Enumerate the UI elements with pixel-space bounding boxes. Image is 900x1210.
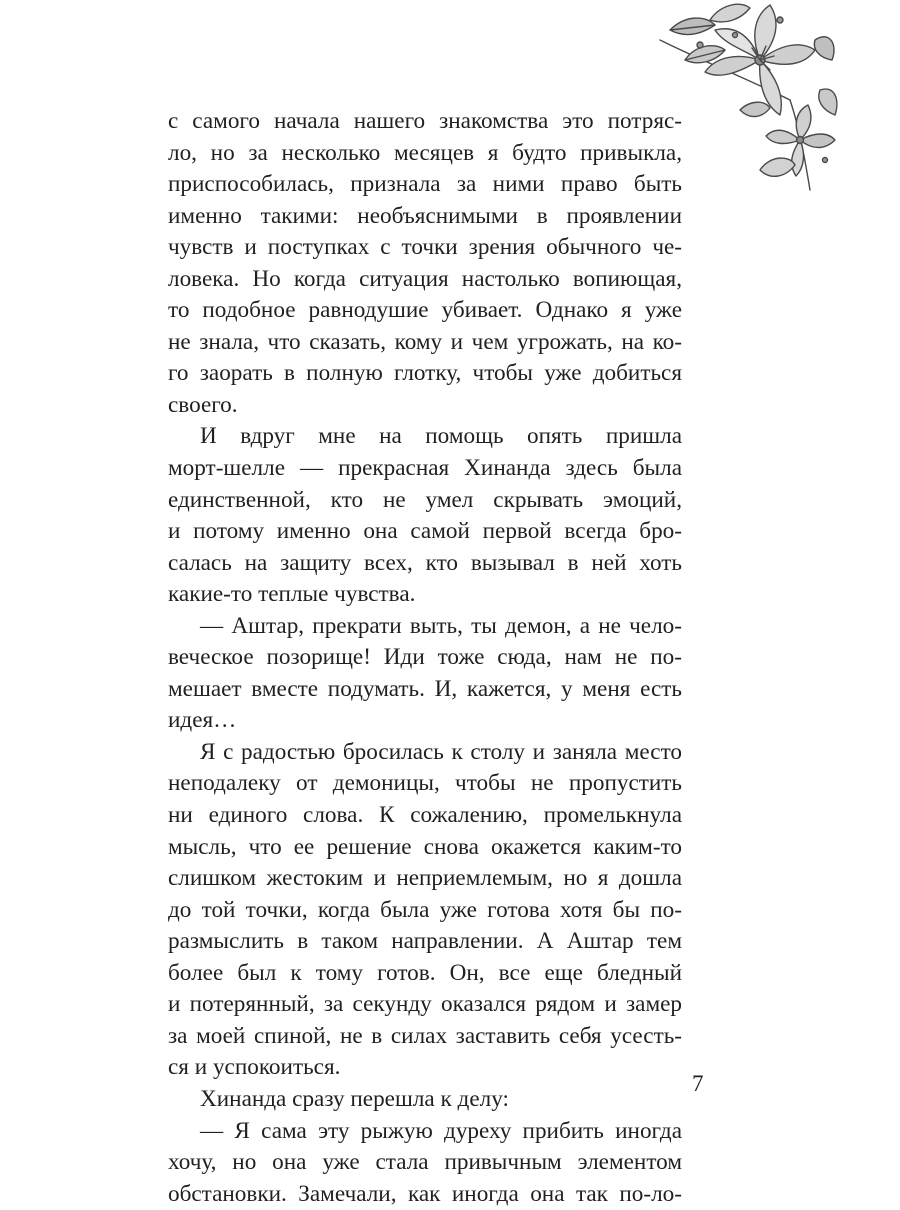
text-line: го заорать в полную глотку, чтобы уже добиться	[168, 360, 682, 387]
text-line: обстановки. Замечали, как иногда она так по-ло-	[168, 1180, 682, 1207]
text-line: салась на защиту всех, кто вызывал в ней хоть	[168, 549, 682, 576]
text-line: — Аштар, прекрати выть, ты демон, а не чело-	[200, 612, 682, 639]
text-line: хочу, но она уже стала привычным элементом	[168, 1149, 682, 1176]
text-line: мешает вместе подумать. И, кажется, у меня есть	[168, 675, 682, 702]
text-line: морт-шелле — прекрасная Хинанда здесь была	[168, 455, 682, 482]
text-line: Хинанда сразу перешла к делу:	[200, 1085, 509, 1112]
text-line: неподалеку от демоницы, чтобы не пропустить	[168, 770, 682, 797]
text-line: мысль, что ее решение снова окажется каким-то	[168, 833, 682, 860]
text-line: именно такими: необъяснимыми в проявлении	[168, 202, 682, 229]
text-line: чувств и поступках с точки зрения обычного че-	[168, 234, 682, 261]
text-line: единственной, кто не умел скрывать эмоций,	[168, 486, 682, 513]
text-line: ся и успокоиться.	[168, 1054, 341, 1081]
body-text	[168, 106, 682, 1210]
text-line: своего.	[168, 391, 238, 418]
text-line: за моей спиной, не в силах заставить себя усесть-	[168, 1022, 682, 1049]
text-line: более был к тому готов. Он, все еще бледный	[168, 959, 682, 986]
text-line: слишком жестоким и неприемлемым, но я дошла	[168, 865, 682, 892]
text-line: веческое позорище! Иди тоже сюда, нам не по-	[168, 644, 682, 671]
text-line: ни единого слова. К сожалению, промелькнула	[168, 802, 682, 829]
text-line: то подобное равнодушие убивает. Однако я уже	[168, 297, 682, 324]
text-line: и потерянный, за секунду оказался рядом и замер	[168, 991, 682, 1018]
text-line: и потому именно она самой первой всегда бро-	[168, 518, 682, 545]
text-line: не знала, что сказать, кому и чем угрожать, на ко-	[168, 328, 682, 355]
text-line: ло, но за несколько месяцев я будто привыкла,	[168, 139, 682, 166]
text-line: какие-то теплые чувства.	[168, 581, 416, 608]
text-line: ловека. Но когда ситуация настолько вопиющая,	[168, 265, 682, 292]
text-line: — Я сама эту рыжую дуреху прибить иногда	[200, 1117, 682, 1144]
text-line: с самого начала нашего знакомства это потряс-	[168, 108, 682, 134]
text-line: до той точки, когда была уже готова хотя бы по-	[168, 896, 682, 923]
text-line: Я с радостью бросилась к столу и заняла место	[200, 738, 682, 765]
text-line: идея…	[168, 707, 237, 734]
text-line: приспособилась, признала за ними право быть	[168, 171, 682, 198]
page-number: 7	[692, 1071, 704, 1096]
text-line: И вдруг мне на помощь опять пришла	[200, 423, 682, 450]
text-line: размыслить в таком направлении. А Аштар тем	[168, 928, 682, 955]
